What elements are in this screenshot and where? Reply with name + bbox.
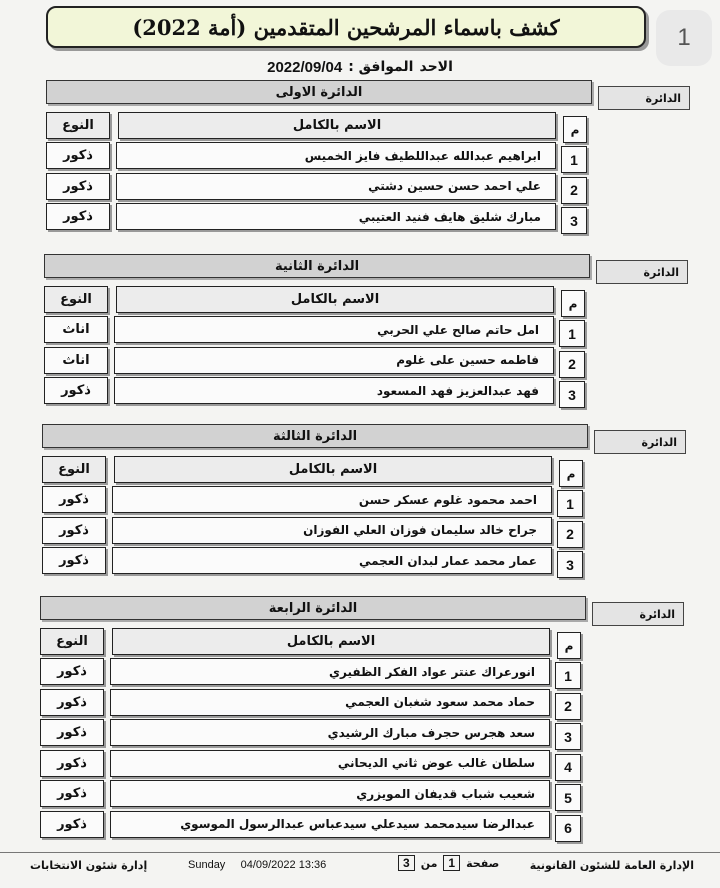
footer-datetime: 04/09/2022 13:36 xyxy=(240,859,327,871)
candidate-number: 5 xyxy=(555,784,581,811)
date-label: الموافق : xyxy=(348,59,414,75)
candidate-number: 3 xyxy=(559,381,585,408)
candidate-gender: ذكور xyxy=(46,203,110,230)
candidate-name: احمد محمود غلوم عسكر حسن xyxy=(112,486,552,513)
candidate-number: 1 xyxy=(557,490,583,517)
footer-page-current: 1 xyxy=(443,855,460,871)
footer-page-total: 3 xyxy=(398,855,415,871)
candidate-number: 1 xyxy=(561,146,587,173)
candidate-gender: ذكور xyxy=(44,377,108,404)
gender-column-header: النوع xyxy=(44,286,108,313)
district-label: الدائرة xyxy=(596,260,688,284)
footer-authority: الإدارة العامة للشئون القانونية xyxy=(529,859,694,872)
candidate-gender: ذكور xyxy=(42,486,106,513)
candidate-number: 2 xyxy=(557,521,583,548)
footer-of-word: من xyxy=(420,856,438,870)
page-number-badge: 1 xyxy=(656,10,712,66)
district-section xyxy=(0,596,720,836)
candidate-number: 3 xyxy=(557,551,583,578)
candidate-name: علي احمد حسن حسين دشتي xyxy=(116,173,556,200)
district-section xyxy=(0,80,720,250)
candidate-name: فهد عبدالعزيز فهد المسعود xyxy=(114,377,554,404)
name-column-header: الاسم بالكامل xyxy=(118,112,556,139)
footer-pagination xyxy=(398,855,499,871)
date-line xyxy=(0,56,720,78)
candidate-name: حماد محمد سعود شغبان العجمي xyxy=(110,689,550,716)
candidate-name: فاطمه حسين على غلوم xyxy=(114,347,554,374)
district-header: الدائرة الثالثة xyxy=(42,424,588,448)
candidate-name: مبارك شليق هايف فنيد العتيبي xyxy=(116,203,556,230)
candidate-number: 1 xyxy=(555,662,581,689)
document-title: كشف باسماء المرشحين المتقدمين (أمة 2022) xyxy=(46,6,646,48)
district-label: الدائرة xyxy=(594,430,686,454)
footer-department: إدارة شئون الانتخابات xyxy=(30,859,148,872)
candidate-gender: ذكور xyxy=(40,719,104,746)
page-footer xyxy=(0,852,720,880)
date-day: الاحد xyxy=(419,59,453,75)
candidate-name: جراح خالد سليمان فوزان العلي الفوزان xyxy=(112,517,552,544)
candidate-name: عمار محمد عمار لبدان العجمي xyxy=(112,547,552,574)
candidate-gender: ذكور xyxy=(46,173,110,200)
number-column-header: م xyxy=(557,632,581,659)
gender-column-header: النوع xyxy=(46,112,110,139)
name-column-header: الاسم بالكامل xyxy=(116,286,554,313)
date-value: 2022/09/04 xyxy=(267,58,343,76)
number-column-header: م xyxy=(561,290,585,317)
candidate-gender: ذكور xyxy=(42,517,106,544)
district-section xyxy=(0,424,720,594)
candidate-number: 6 xyxy=(555,815,581,842)
name-column-header: الاسم بالكامل xyxy=(112,628,550,655)
candidate-gender: ذكور xyxy=(40,658,104,685)
candidate-gender: ذكور xyxy=(42,547,106,574)
candidate-gender: اناث xyxy=(44,347,108,374)
candidate-number: 2 xyxy=(559,351,585,378)
candidate-number: 2 xyxy=(555,693,581,720)
gender-column-header: النوع xyxy=(42,456,106,483)
candidate-name: عبدالرضا سيدمحمد سيدعلي سيدعباس عبدالرسول الموسوي xyxy=(110,811,550,838)
candidate-number: 4 xyxy=(555,754,581,781)
candidate-gender: ذكور xyxy=(46,142,110,169)
district-header: الدائرة الاولى xyxy=(46,80,592,104)
candidate-gender: اناث xyxy=(44,316,108,343)
candidate-name: شعيب شباب قديفان المويزري xyxy=(110,780,550,807)
number-column-header: م xyxy=(563,116,587,143)
candidate-gender: ذكور xyxy=(40,811,104,838)
district-label: الدائرة xyxy=(592,602,684,626)
district-header: الدائرة الرابعة xyxy=(40,596,586,620)
district-section xyxy=(0,254,720,424)
candidate-name: انورعراك عنتر عواد الفكر الظفيري xyxy=(110,658,550,685)
gender-column-header: النوع xyxy=(40,628,104,655)
district-header: الدائرة الثانية xyxy=(44,254,590,278)
candidate-number: 1 xyxy=(559,320,585,347)
candidate-gender: ذكور xyxy=(40,750,104,777)
footer-page-word: صفحة xyxy=(466,856,500,870)
name-column-header: الاسم بالكامل xyxy=(114,456,552,483)
candidate-number: 3 xyxy=(555,723,581,750)
footer-timestamp xyxy=(188,859,326,871)
candidate-name: سلطان غالب عوض ثاني الديحاني xyxy=(110,750,550,777)
candidate-gender: ذكور xyxy=(40,689,104,716)
footer-weekday: Sunday xyxy=(188,859,226,871)
number-column-header: م xyxy=(559,460,583,487)
candidate-number: 3 xyxy=(561,207,587,234)
candidate-gender: ذكور xyxy=(40,780,104,807)
candidate-number: 2 xyxy=(561,177,587,204)
district-label: الدائرة xyxy=(598,86,690,110)
candidate-name: سعد هجرس حجرف مبارك الرشيدي xyxy=(110,719,550,746)
candidate-name: امل حاتم صالح علي الحربي xyxy=(114,316,554,343)
candidate-name: ابراهيم عبدالله عبداللطيف فايز الخميس xyxy=(116,142,556,169)
